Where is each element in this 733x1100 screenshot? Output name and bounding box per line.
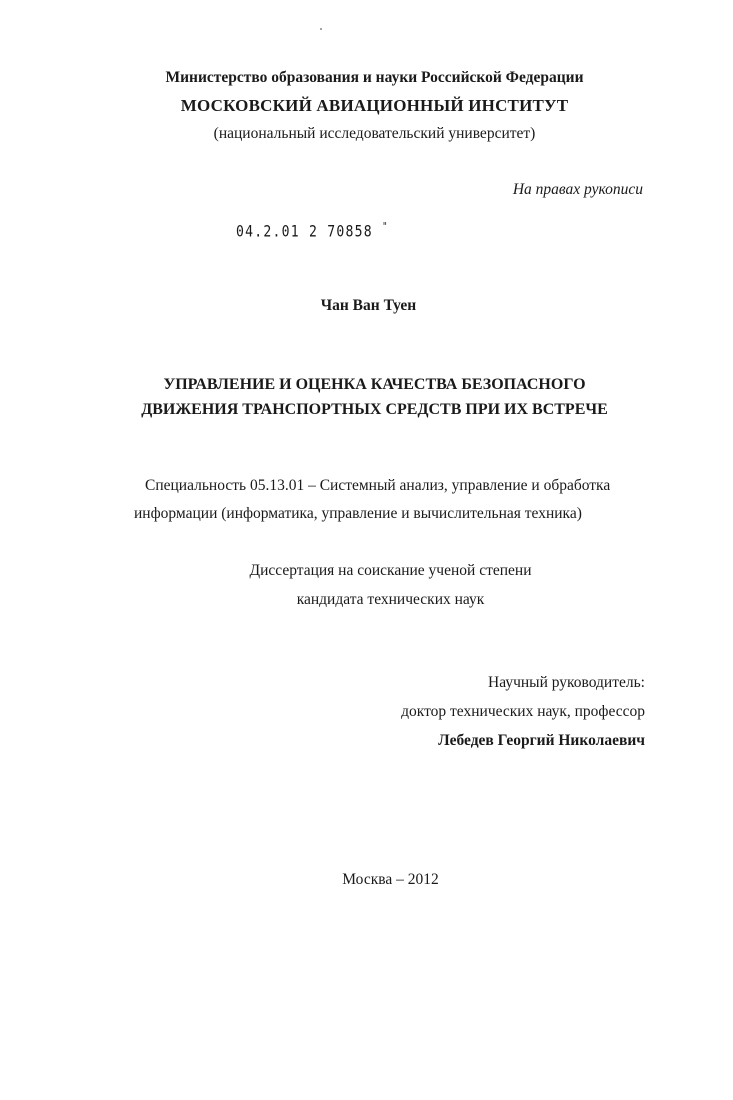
supervisor-name: Лебедев Георгий Николаевич [438,732,645,749]
degree-line-2: кандидата технических наук [296,591,485,608]
specialty-line-2: информации (информатика, управление и вычислительная техника) [134,505,582,522]
author-name: Чан Ван Туен [320,297,417,314]
supervisor-label: Научный руководитель: [488,674,645,691]
dissertation-title-line-2: ДВИЖЕНИЯ ТРАНСПОРТНЫХ СРЕДСТВ ПРИ ИХ ВСТРЕЧЕ [141,401,608,418]
top-speck [320,28,322,30]
registration-number-value: 04.2.01 2 70858 [236,221,373,241]
ministry-heading: Министерство образования и науки Российской Федерации [165,69,584,86]
degree-line-1: Диссертация на соискание ученой степени [249,562,532,579]
manuscript-note: На правах рукописи [512,181,643,198]
registration-number [236,221,389,239]
specialty-line-1: Специальность 05.13.01 – Системный анализ, управление и обработка [145,477,611,494]
dissertation-title-line-1: УПРАВЛЕНИЕ И ОЦЕНКА КАЧЕСТВА БЕЗОПАСНОГО [163,376,586,393]
city-year: Москва – 2012 [342,871,439,888]
supervisor-degree: доктор технических наук, профессор [401,703,645,720]
university-note: (национальный исследовательский университет) [213,125,536,142]
institute-heading: МОСКОВСКИЙ АВИАЦИОННЫЙ ИНСТИТУТ [180,96,569,115]
registration-mark: " [382,220,389,233]
